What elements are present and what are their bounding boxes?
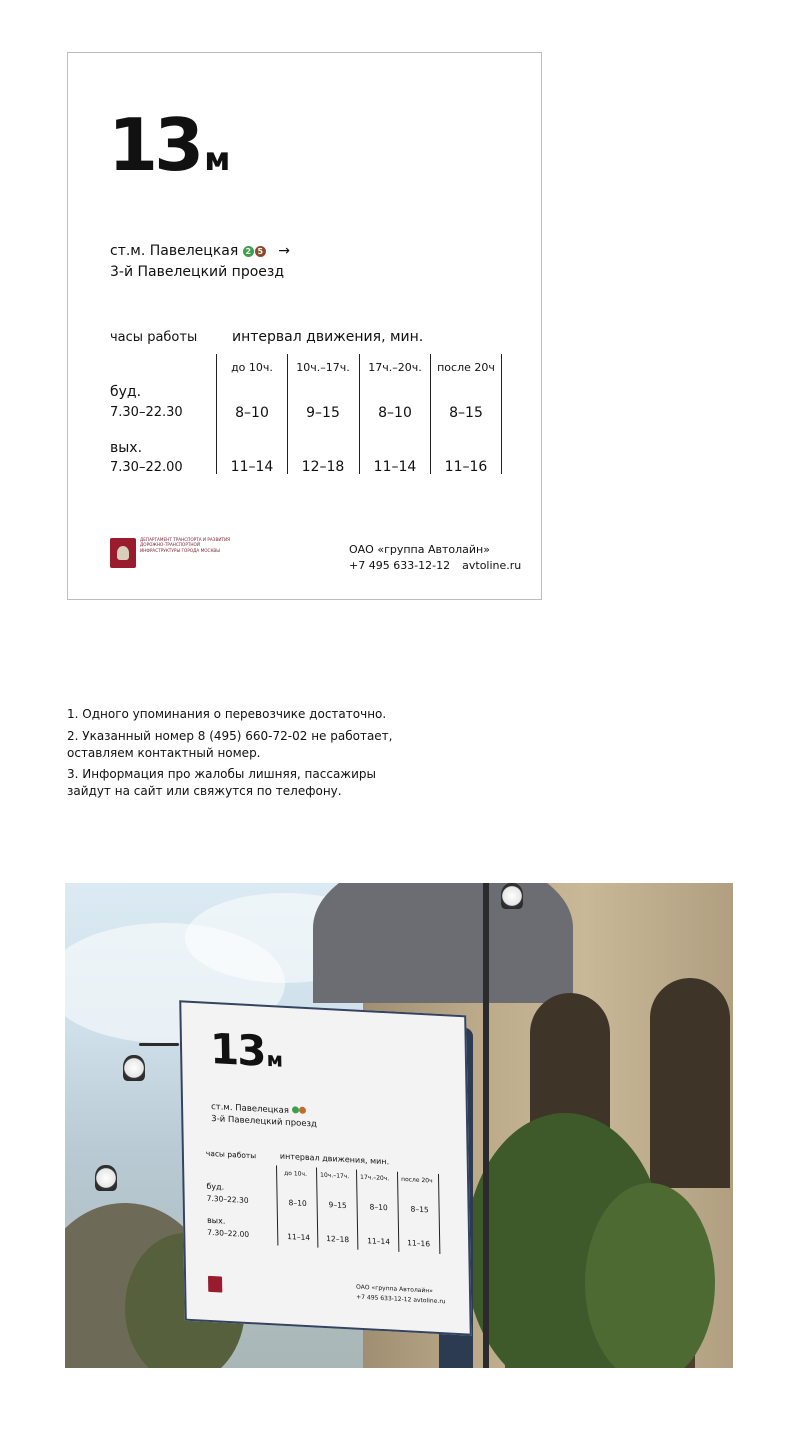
column-header: 17ч.–20ч. [368, 361, 422, 374]
photo-table-divider [397, 1172, 399, 1252]
photo-operator-name: ОАО «группа Автолайн» [355, 1283, 433, 1295]
photo-interval-cell: 8–10 [369, 1202, 388, 1213]
photo-day-type: вых. [206, 1215, 226, 1226]
photo-operator-contacts [356, 1294, 445, 1306]
interval-cell: 12–18 [301, 459, 345, 475]
note-item: оставляем контактный номер. [67, 746, 261, 760]
lamp-arm [139, 1043, 179, 1046]
photo-interval-cell: 9–15 [328, 1200, 347, 1211]
street-lamp-icon [95, 1165, 117, 1191]
photo-interval-cell: 8–15 [410, 1204, 429, 1215]
interval-cell: 8–10 [235, 405, 269, 421]
photo-interval-cell: 8–10 [288, 1198, 307, 1209]
photo-operator-phone: +7 495 633-12-12 [356, 1293, 412, 1304]
photo-sign-panel [179, 1000, 472, 1335]
lamp-post [483, 883, 489, 1368]
photo-route-suffix: м [266, 1046, 284, 1072]
photo-day-hours: 7.30–22.30 [206, 1193, 249, 1205]
photo-day-hours: 7.30–22.00 [207, 1227, 250, 1240]
route-number-digits: 13 [108, 103, 201, 187]
photo-column-header: 17ч.–20ч. [360, 1173, 390, 1183]
stop-from [110, 243, 290, 259]
photo-column-header: 10ч.–17ч. [320, 1171, 350, 1181]
photo-interval-cell: 12–18 [326, 1234, 350, 1245]
street-lamp-icon [123, 1055, 145, 1081]
photo-hours-header: часы работы [205, 1148, 257, 1161]
arrow-right-icon: → [278, 243, 290, 259]
building-dome [313, 883, 573, 1003]
photo-operator-website: avtoline.ru [413, 1296, 446, 1306]
photo-stop-to: 3-й Павелецкий проезд [211, 1113, 317, 1130]
interval-cell: 8–15 [449, 405, 483, 421]
hours-header: часы работы [110, 330, 198, 345]
route-suffix: м [204, 140, 231, 178]
photo-table-divider [356, 1170, 358, 1250]
interval-cell: 8–10 [378, 405, 412, 421]
moscow-coat-of-arms-icon [208, 1276, 222, 1293]
department-name: ДЕПАРТАМЕНТ ТРАНСПОРТА И РАЗВИТИЯ ДОРОЖНО-ТРАНСПОРТНОЙ ИНФРАСТРУКТУРЫ ГОРОДА МОСКВЫ [140, 537, 231, 553]
day-hours: 7.30–22.00 [110, 460, 183, 475]
photo-route-number [210, 1024, 284, 1077]
metro-line-2-icon: 2 [243, 246, 254, 257]
route-number [108, 103, 230, 187]
metro-line-2-icon [292, 1106, 299, 1113]
column-header: до 10ч. [231, 361, 273, 374]
street-photo-mockup [65, 883, 733, 1368]
moscow-coat-of-arms-icon [110, 538, 136, 568]
interval-header: интервал движения, мин. [232, 329, 424, 345]
note-item: 3. Информация про жалобы лишняя, пассажиры [67, 767, 377, 781]
photo-interval-cell: 11–14 [287, 1231, 311, 1243]
day-hours: 7.30–22.30 [110, 405, 183, 420]
day-type: вых. [110, 440, 143, 456]
operator-contacts [349, 559, 521, 572]
stop-from-label: ст.м. Павелецкая [110, 243, 239, 259]
sign-layout [67, 52, 542, 600]
metro-line-5-icon: 5 [255, 246, 266, 257]
note-item: 1. Одного упоминания о перевозчике достаточно. [67, 707, 387, 721]
column-header: после 20ч [437, 361, 495, 374]
photo-table-divider [438, 1174, 440, 1254]
operator-phone: +7 495 633-12-12 [349, 559, 451, 572]
building-arch [650, 978, 730, 1188]
day-type: буд. [110, 384, 142, 400]
interval-cell: 11–14 [373, 459, 417, 475]
operator-name: ОАО «группа Автолайн» [349, 543, 490, 556]
photo-column-header: до 10ч. [284, 1169, 308, 1179]
photo-stop-from-label: ст.м. Павелецкая [210, 1101, 290, 1117]
photo-table-divider [316, 1168, 318, 1248]
photo-table-divider [276, 1165, 278, 1245]
metro-line-5-icon [299, 1107, 306, 1114]
street-lamp-icon [501, 883, 523, 909]
note-item: 2. Указанный номер 8 (495) 660-72-02 не работает, [67, 729, 393, 743]
stop-to: 3-й Павелецкий проезд [110, 264, 285, 280]
photo-route-digits: 13 [209, 1023, 265, 1076]
note-item: зайдут на сайт или свяжутся по телефону. [67, 784, 342, 798]
foreground-tree [585, 1183, 715, 1368]
interval-cell: 9–15 [306, 405, 340, 421]
photo-interval-header: интервал движения, мин. [279, 1151, 390, 1167]
interval-cell: 11–16 [444, 459, 488, 475]
photo-column-header: после 20ч [401, 1175, 433, 1185]
operator-website: avtoline.ru [462, 559, 522, 572]
photo-interval-cell: 11–14 [367, 1236, 391, 1247]
column-header: 10ч.–17ч. [296, 361, 350, 374]
photo-day-type: буд. [206, 1181, 225, 1192]
interval-cell: 11–14 [230, 459, 274, 475]
photo-interval-cell: 11–16 [407, 1238, 431, 1249]
table-divider [501, 354, 502, 474]
